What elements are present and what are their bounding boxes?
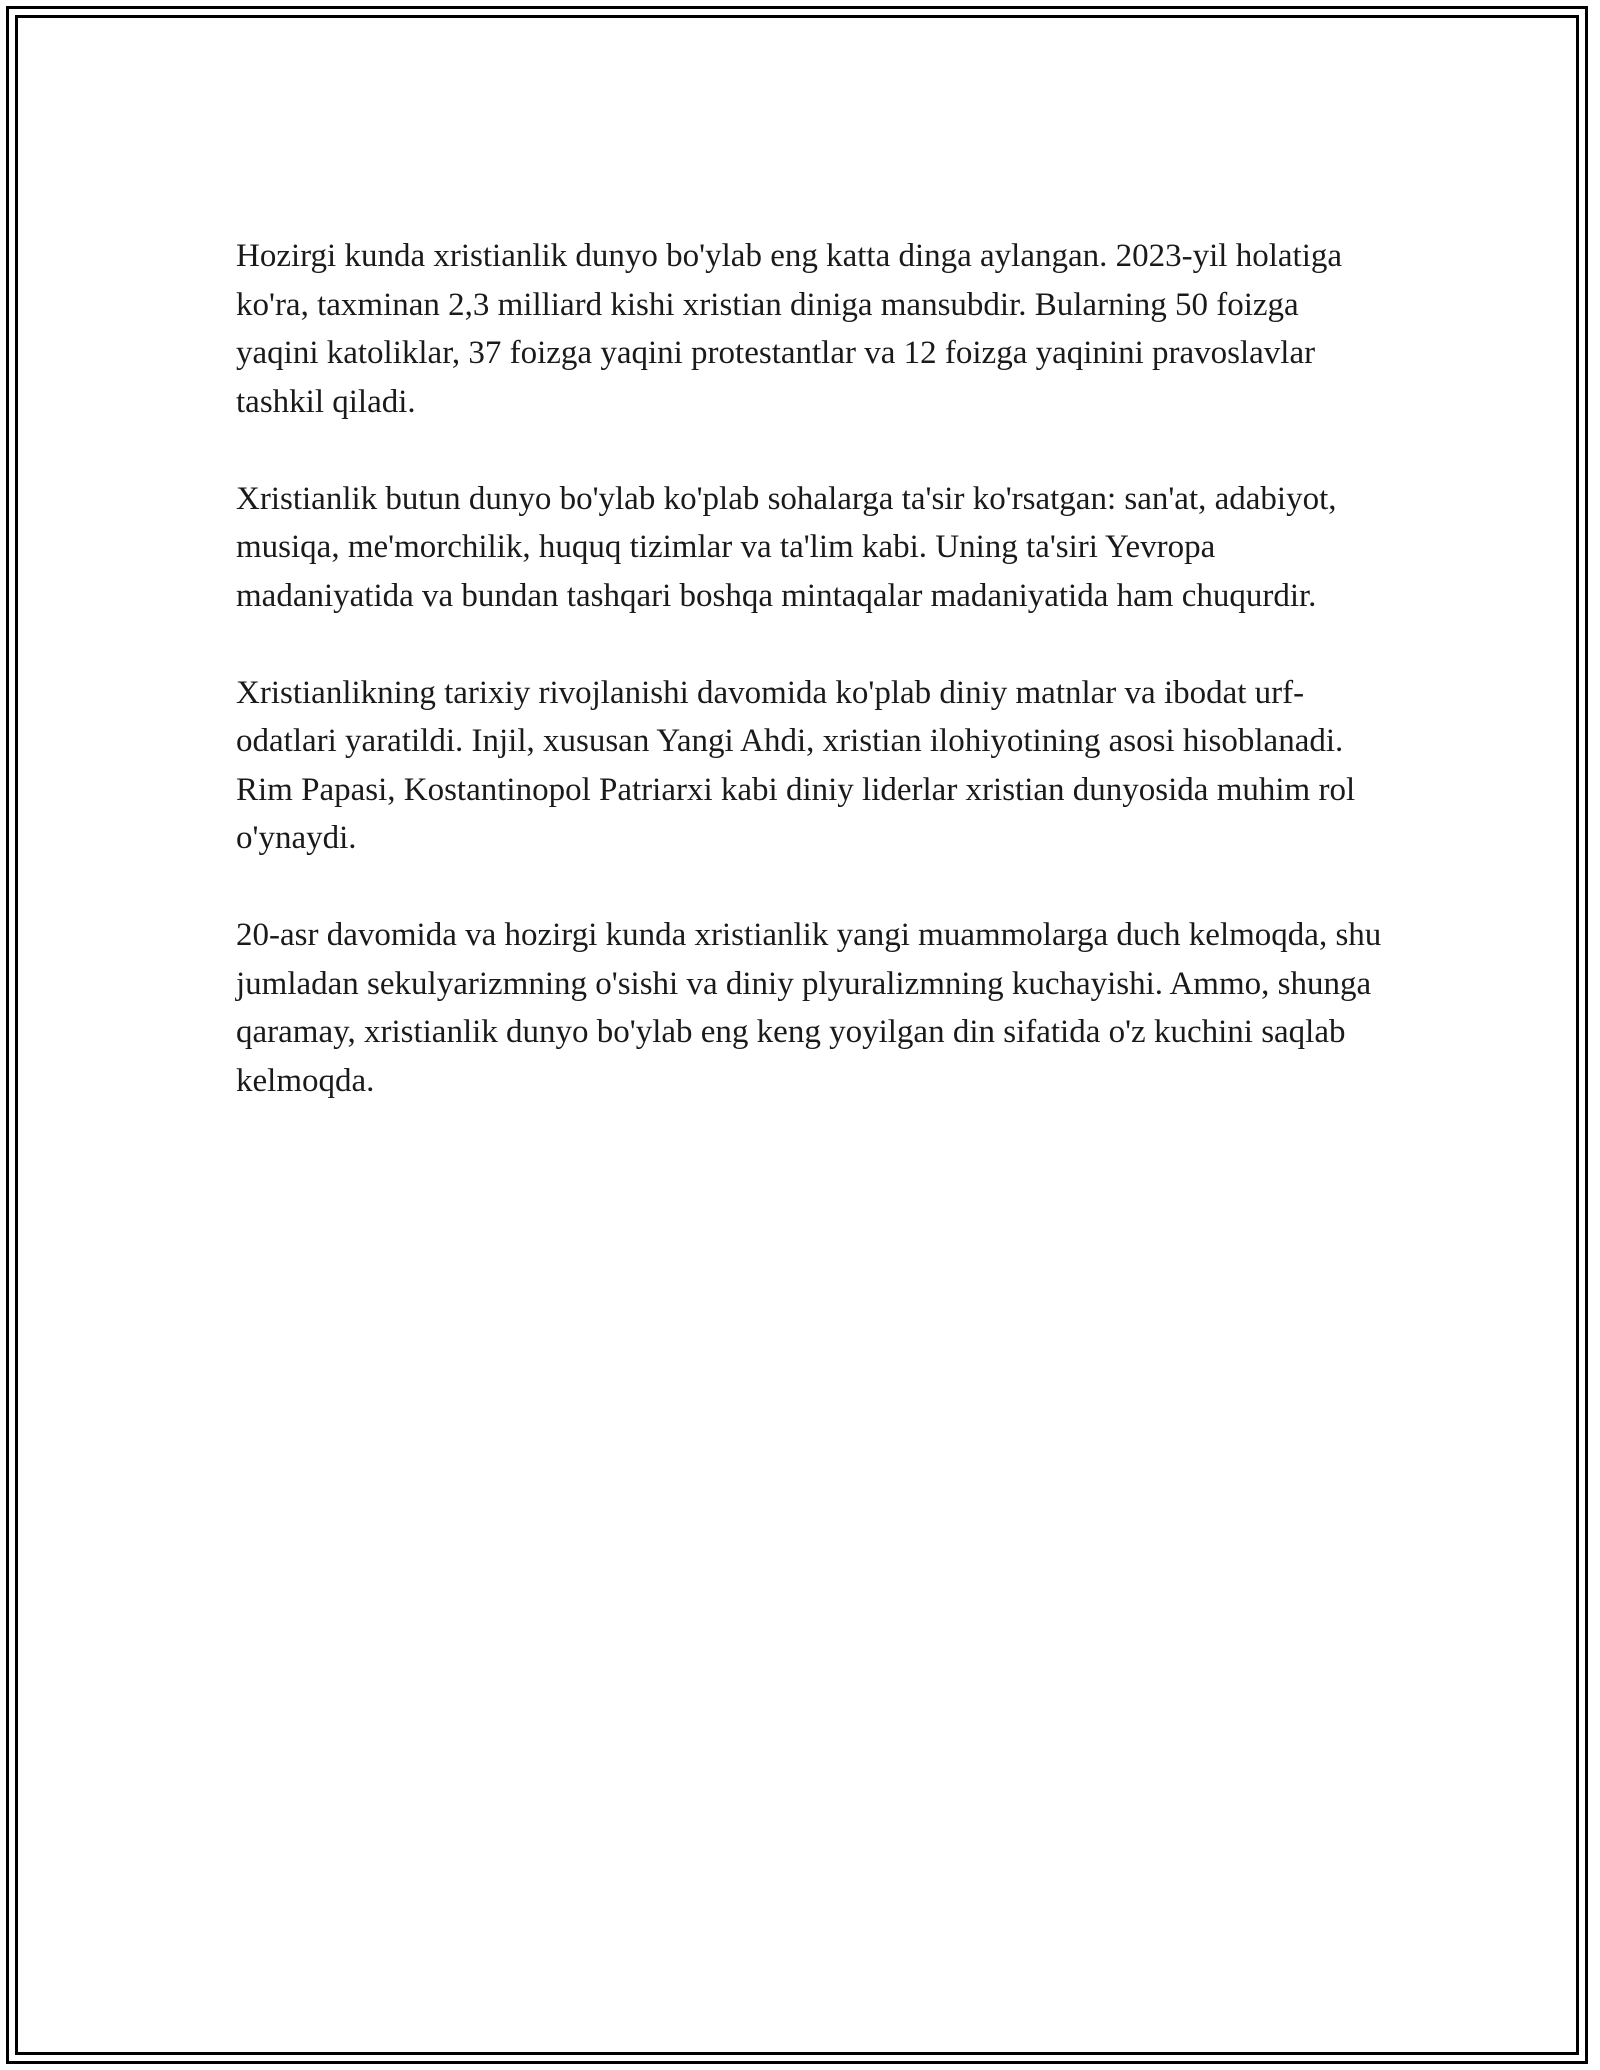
paragraph-2: Xristianlik butun dunyo bo'ylab ko'plab sohalarga ta'sir ko'rsatgan: san'at, adabiyot, musiqa, me'morchilik, huquq tizimlar va ta'lim kabi. Uning ta'siri Yevropa madaniyatida va bundan tashqari boshqa mintaqalar madaniyatida ham chuqurdir. (236, 480, 1337, 614)
paragraph-1: Hozirgi kunda xristianlik dunyo bo'ylab eng katta dinga aylangan. 2023-yil holatiga ko'ra, taxminan 2,3 milliard kishi xristian diniga mansubdir. Bularning 50 foizga yaqini katoliklar, 37 foizga yaqini protestantlar va 12 foizga yaqinini pravoslavlar tashkil qiladi. (236, 238, 1343, 420)
document-body (236, 232, 1386, 1154)
paragraph-4: 20-asr davomida va hozirgi kunda xristianlik yangi muammolarga duch kelmoqda, shu jumladan sekulyarizmning o'sishi va diniy plyuralizmning kuchayishi. Ammo, shunga qaramay, xristianlik dunyo bo'ylab eng keng yoyilgan din sifatida o'z kuchini saqlab kelmoqda. (236, 917, 1382, 1099)
paragraph-3: Xristianlikning tarixiy rivojlanishi davomida ko'plab diniy matnlar va ibodat urf-odatlari yaratildi. Injil, xususan Yangi Ahdi, xristian ilohiyotining asosi hisoblanadi. Rim Papasi, Kostantinopol Patriarxi kabi diniy liderlar xristian dunyosida muhim rol o'ynaydi. (236, 674, 1356, 856)
